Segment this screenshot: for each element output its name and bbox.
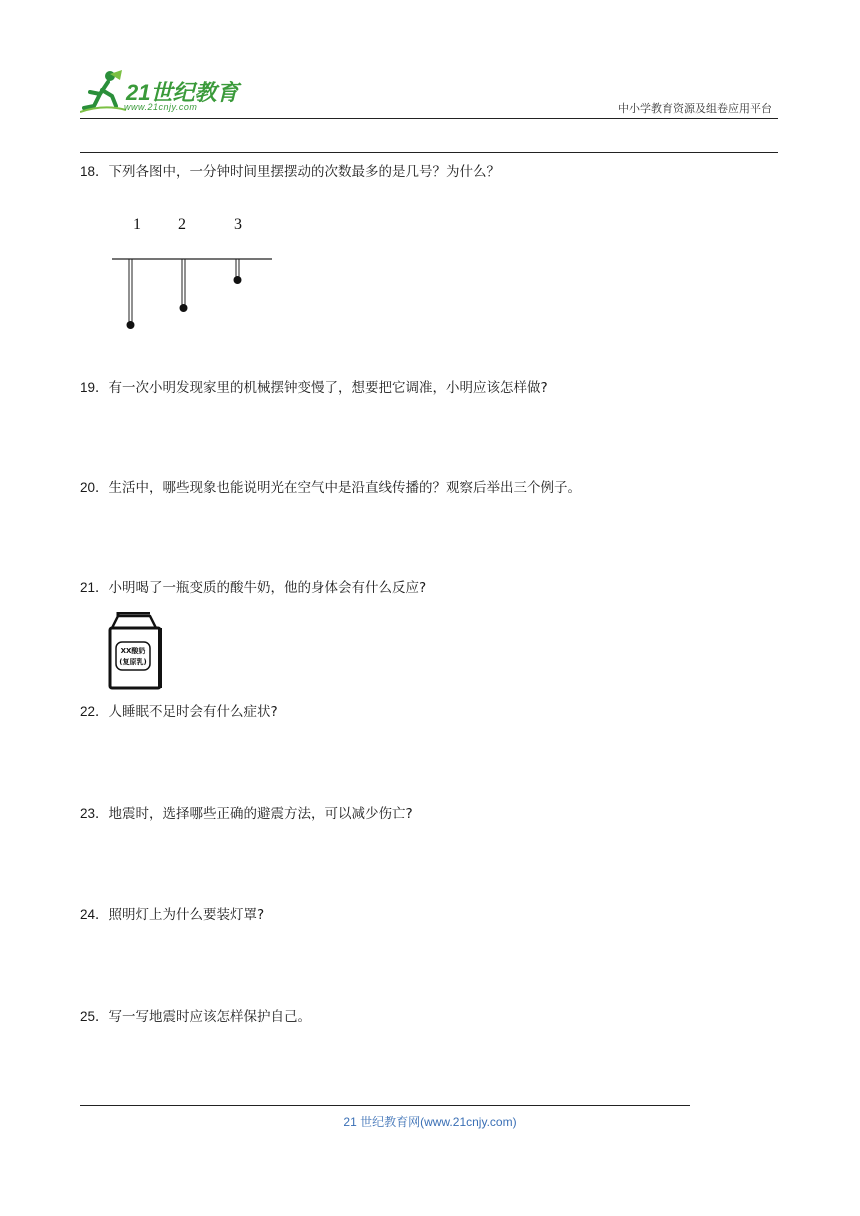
question-text: 小明喝了一瓶变质的酸牛奶，他的身体会有什么反应? <box>108 580 427 596</box>
header-divider <box>80 118 778 119</box>
footer-link[interactable]: 21 世纪教育网(www.21cnjy.com) <box>343 1115 517 1129</box>
pendulum-3-string <box>236 259 239 277</box>
question-25 <box>80 1007 311 1027</box>
question-text: 下列各图中，一分钟时间里摆摆动的次数最多的是几号？为什么？ <box>108 164 501 180</box>
pendulum-2-bob <box>180 304 188 312</box>
pendulum-1-bob <box>127 321 135 329</box>
question-text: 照明灯上为什么要装灯罩? <box>108 907 265 923</box>
question-text: 有一次小明发现家里的机械摆钟变慢了，想要把它调准，小明应该怎样做? <box>108 380 548 396</box>
pendulum-figure <box>108 205 276 345</box>
question-text: 地震时，选择哪些正确的避震方法，可以减少伤亡? <box>108 806 413 822</box>
yogurt-carton-figure <box>104 612 164 690</box>
carton-label-line1: XX酸奶 <box>120 647 146 655</box>
question-22 <box>80 702 278 722</box>
question-21 <box>80 578 426 598</box>
content-divider <box>80 152 778 153</box>
site-tagline: 中小学教育资源及组卷应用平台 <box>618 102 772 115</box>
question-number: 24． <box>80 907 109 922</box>
pendulum-label-2: 2 <box>178 216 186 233</box>
logo-text: 21世纪教育 <box>126 80 239 105</box>
question-number: 20． <box>80 480 109 495</box>
question-20 <box>80 478 581 498</box>
question-number: 22． <box>80 704 109 719</box>
question-number: 25． <box>80 1009 109 1024</box>
question-text: 人睡眠不足时会有什么症状? <box>108 704 278 720</box>
pendulum-1-string <box>129 259 132 323</box>
running-man-icon <box>80 68 128 116</box>
pendulum-label-1: 1 <box>133 216 141 233</box>
footer-divider <box>80 1105 690 1106</box>
question-18 <box>80 162 500 182</box>
question-number: 18． <box>80 164 109 179</box>
question-text: 写一写地震时应该怎样保护自己。 <box>108 1009 312 1025</box>
question-number: 23． <box>80 806 109 821</box>
question-text: 生活中，哪些现象也能说明光在空气中是沿直线传播的？观察后举出三个例子。 <box>108 480 582 496</box>
question-23 <box>80 804 413 824</box>
logo-url: www.21cnjy.com <box>124 102 198 112</box>
question-19 <box>80 378 548 398</box>
carton-label-line2: (复原乳) <box>119 658 147 666</box>
pendulum-2-string <box>182 259 185 305</box>
pendulum-label-3: 3 <box>234 216 242 233</box>
question-number: 21． <box>80 580 109 595</box>
question-number: 19． <box>80 380 109 395</box>
pendulum-3-bob <box>234 276 242 284</box>
site-logo <box>80 68 250 118</box>
question-24 <box>80 905 264 925</box>
